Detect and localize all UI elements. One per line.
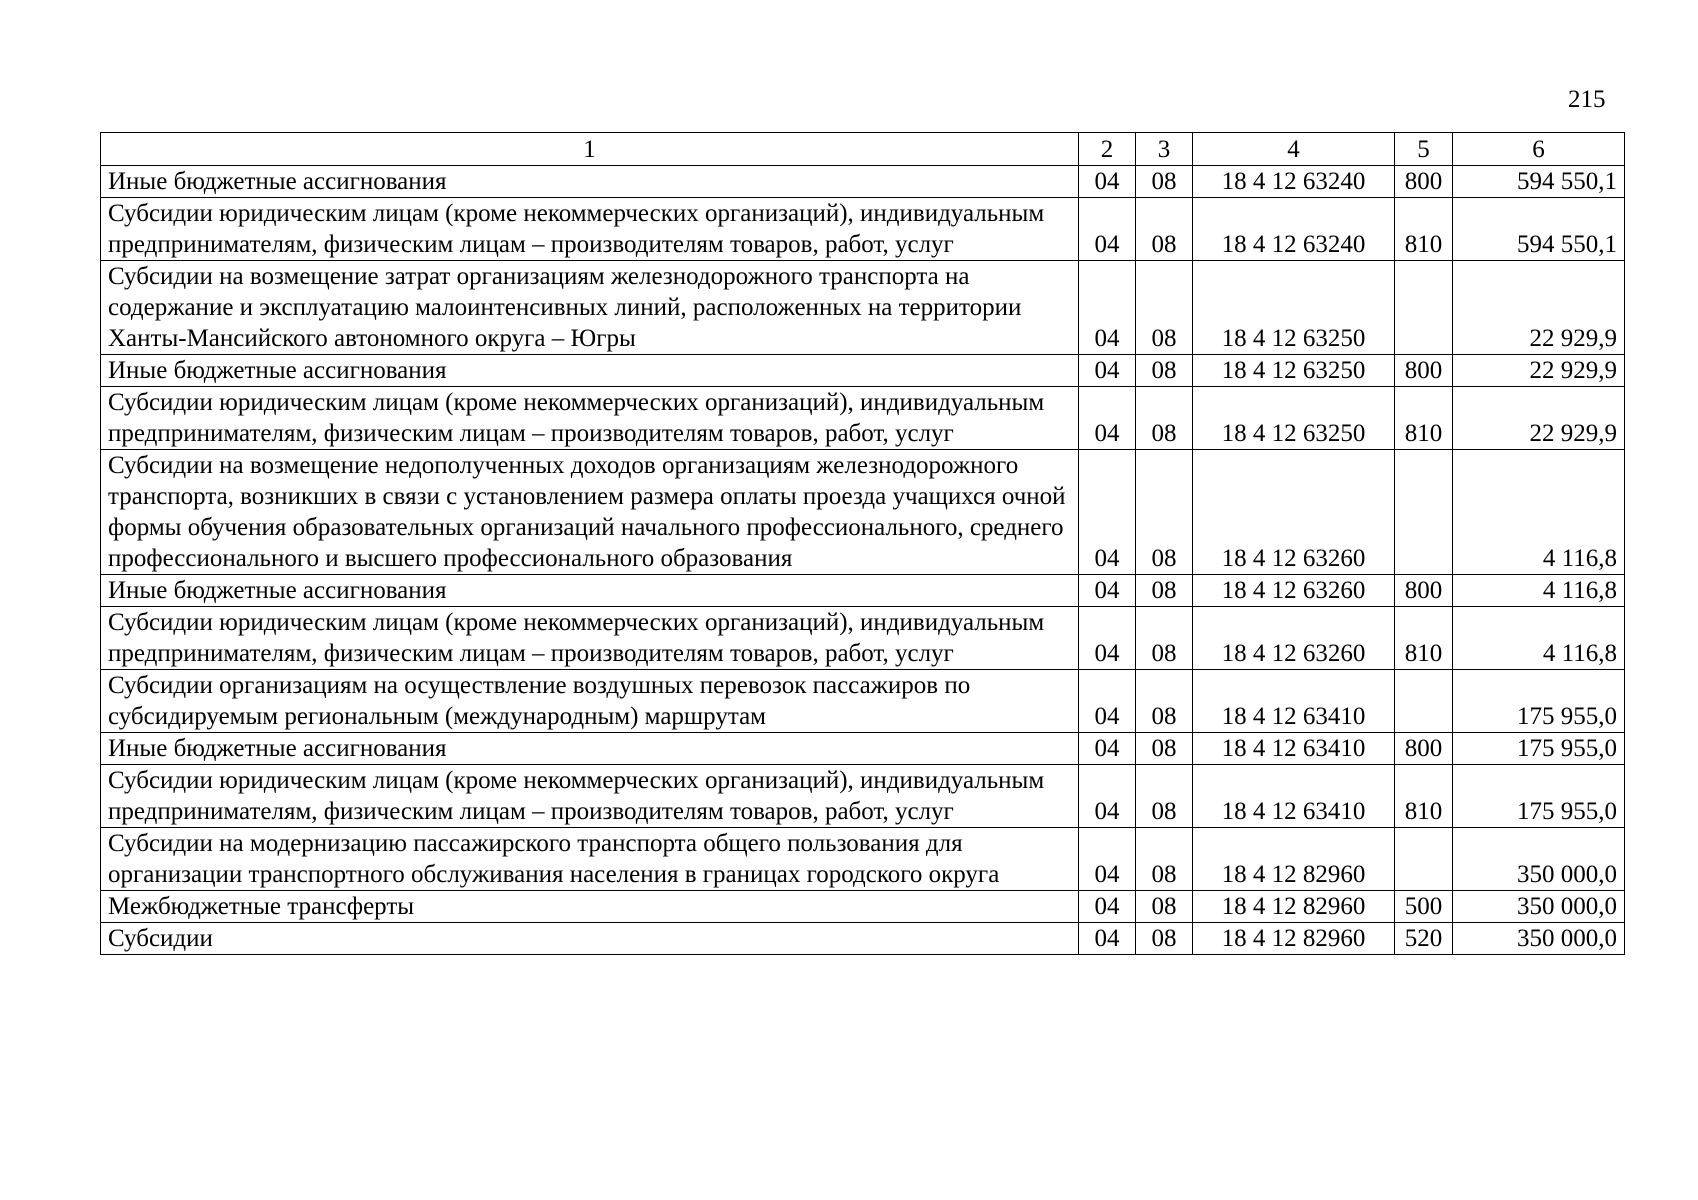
row-target-article-cell: 18 4 12 63240: [1193, 166, 1395, 198]
page-number: 215: [1568, 86, 1606, 113]
row-target-article-cell: 18 4 12 63240: [1193, 198, 1395, 261]
row-expense-type-cell: [1395, 450, 1453, 575]
row-target-article-cell: 18 4 12 63410: [1193, 670, 1395, 733]
row-subsection-cell: 08: [1136, 450, 1193, 575]
row-subsection-cell: 08: [1136, 575, 1193, 607]
row-target-article-cell: 18 4 12 63250: [1193, 387, 1395, 450]
row-name-cell: Субсидии юридическим лицам (кроме некоммерческих организаций), индивидуальным предпринимателям, физическим лицам – производителям товаров, работ, услуг: [101, 387, 1079, 450]
row-expense-type-cell: 800: [1395, 355, 1453, 387]
header-col-4: 4: [1193, 133, 1395, 166]
row-expense-type-cell: 810: [1395, 198, 1453, 261]
row-amount-cell: 4 116,8: [1453, 450, 1625, 575]
row-name-cell: Субсидии организациям на осуществление воздушных перевозок пассажиров по субсидируемым региональным (международным) маршрутам: [101, 670, 1079, 733]
row-subsection-cell: 08: [1136, 828, 1193, 891]
row-target-article-cell: 18 4 12 82960: [1193, 828, 1395, 891]
row-name-cell: Субсидии юридическим лицам (кроме некоммерческих организаций), индивидуальным предпринимателям, физическим лицам – производителям товаров, работ, услуг: [101, 765, 1079, 828]
row-name-cell: Межбюджетные трансферты: [101, 891, 1079, 923]
row-section-cell: 04: [1079, 765, 1136, 828]
row-target-article-cell: 18 4 12 82960: [1193, 891, 1395, 923]
row-section-cell: 04: [1079, 198, 1136, 261]
header-col-2: 2: [1079, 133, 1136, 166]
row-section-cell: 04: [1079, 166, 1136, 198]
table-row: [101, 923, 1625, 955]
row-amount-cell: 22 929,9: [1453, 355, 1625, 387]
row-target-article-cell: 18 4 12 63260: [1193, 450, 1395, 575]
header-col-3: 3: [1136, 133, 1193, 166]
table-row: [101, 765, 1625, 828]
row-subsection-cell: 08: [1136, 733, 1193, 765]
budget-table: [100, 132, 1625, 955]
table-row: [101, 891, 1625, 923]
row-amount-cell: 4 116,8: [1453, 575, 1625, 607]
row-name-cell: Субсидии: [101, 923, 1079, 955]
row-subsection-cell: 08: [1136, 166, 1193, 198]
row-target-article-cell: 18 4 12 63250: [1193, 355, 1395, 387]
row-subsection-cell: 08: [1136, 607, 1193, 670]
row-expense-type-cell: [1395, 828, 1453, 891]
row-amount-cell: 594 550,1: [1453, 166, 1625, 198]
row-expense-type-cell: 800: [1395, 733, 1453, 765]
row-subsection-cell: 08: [1136, 355, 1193, 387]
table-row: [101, 575, 1625, 607]
table-row: [101, 198, 1625, 261]
table-row: [101, 355, 1625, 387]
row-amount-cell: 350 000,0: [1453, 891, 1625, 923]
header-col-5: 5: [1395, 133, 1453, 166]
row-subsection-cell: 08: [1136, 387, 1193, 450]
row-subsection-cell: 08: [1136, 765, 1193, 828]
row-section-cell: 04: [1079, 387, 1136, 450]
row-subsection-cell: 08: [1136, 198, 1193, 261]
row-name-cell: Иные бюджетные ассигнования: [101, 575, 1079, 607]
row-expense-type-cell: [1395, 670, 1453, 733]
header-col-6: 6: [1453, 133, 1625, 166]
row-section-cell: 04: [1079, 575, 1136, 607]
row-expense-type-cell: 810: [1395, 765, 1453, 828]
row-target-article-cell: 18 4 12 63260: [1193, 607, 1395, 670]
row-target-article-cell: 18 4 12 63250: [1193, 261, 1395, 355]
row-expense-type-cell: 800: [1395, 166, 1453, 198]
header-col-1: 1: [101, 133, 1079, 166]
row-subsection-cell: 08: [1136, 923, 1193, 955]
row-target-article-cell: 18 4 12 63410: [1193, 733, 1395, 765]
row-subsection-cell: 08: [1136, 261, 1193, 355]
row-name-cell: Иные бюджетные ассигнования: [101, 355, 1079, 387]
row-amount-cell: 175 955,0: [1453, 670, 1625, 733]
table-body: [101, 166, 1625, 955]
row-section-cell: 04: [1079, 355, 1136, 387]
row-section-cell: 04: [1079, 450, 1136, 575]
table-row: [101, 670, 1625, 733]
row-section-cell: 04: [1079, 828, 1136, 891]
row-name-cell: Субсидии на возмещение недополученных доходов организациям железнодорожного транспорта, возникших в связи с установлением размера оплаты проезда учащихся очной формы обучения образовательных организаций начального профессионального, среднего профессионального и высшего профессионального образования: [101, 450, 1079, 575]
row-target-article-cell: 18 4 12 63260: [1193, 575, 1395, 607]
row-amount-cell: 22 929,9: [1453, 387, 1625, 450]
row-expense-type-cell: 800: [1395, 575, 1453, 607]
row-amount-cell: 594 550,1: [1453, 198, 1625, 261]
row-target-article-cell: 18 4 12 82960: [1193, 923, 1395, 955]
table-row: [101, 387, 1625, 450]
row-section-cell: 04: [1079, 733, 1136, 765]
row-target-article-cell: 18 4 12 63410: [1193, 765, 1395, 828]
row-expense-type-cell: 520: [1395, 923, 1453, 955]
row-section-cell: 04: [1079, 891, 1136, 923]
row-amount-cell: 22 929,9: [1453, 261, 1625, 355]
row-name-cell: Иные бюджетные ассигнования: [101, 166, 1079, 198]
row-name-cell: Субсидии на модернизацию пассажирского транспорта общего пользования для организации транспортного обслуживания населения в границах городского округа: [101, 828, 1079, 891]
row-expense-type-cell: 810: [1395, 607, 1453, 670]
row-section-cell: 04: [1079, 261, 1136, 355]
row-expense-type-cell: 500: [1395, 891, 1453, 923]
row-expense-type-cell: 810: [1395, 387, 1453, 450]
table-row: [101, 828, 1625, 891]
table-row: [101, 166, 1625, 198]
row-name-cell: Субсидии юридическим лицам (кроме некоммерческих организаций), индивидуальным предпринимателям, физическим лицам – производителям товаров, работ, услуг: [101, 607, 1079, 670]
row-section-cell: 04: [1079, 607, 1136, 670]
table-row: [101, 261, 1625, 355]
table-row: [101, 607, 1625, 670]
row-amount-cell: 175 955,0: [1453, 733, 1625, 765]
row-section-cell: 04: [1079, 670, 1136, 733]
table-header-row: [101, 133, 1625, 166]
table-row: [101, 733, 1625, 765]
row-section-cell: 04: [1079, 923, 1136, 955]
row-name-cell: Субсидии на возмещение затрат организациям железнодорожного транспорта на содержание и эксплуатацию малоинтенсивных линий, расположенных на территории Ханты-Мансийского автономного округа – Югры: [101, 261, 1079, 355]
row-subsection-cell: 08: [1136, 670, 1193, 733]
row-amount-cell: 350 000,0: [1453, 923, 1625, 955]
row-name-cell: Иные бюджетные ассигнования: [101, 733, 1079, 765]
row-amount-cell: 4 116,8: [1453, 607, 1625, 670]
row-name-cell: Субсидии юридическим лицам (кроме некоммерческих организаций), индивидуальным предпринимателям, физическим лицам – производителям товаров, работ, услуг: [101, 198, 1079, 261]
row-amount-cell: 175 955,0: [1453, 765, 1625, 828]
row-expense-type-cell: [1395, 261, 1453, 355]
row-amount-cell: 350 000,0: [1453, 828, 1625, 891]
table-row: [101, 450, 1625, 575]
row-subsection-cell: 08: [1136, 891, 1193, 923]
